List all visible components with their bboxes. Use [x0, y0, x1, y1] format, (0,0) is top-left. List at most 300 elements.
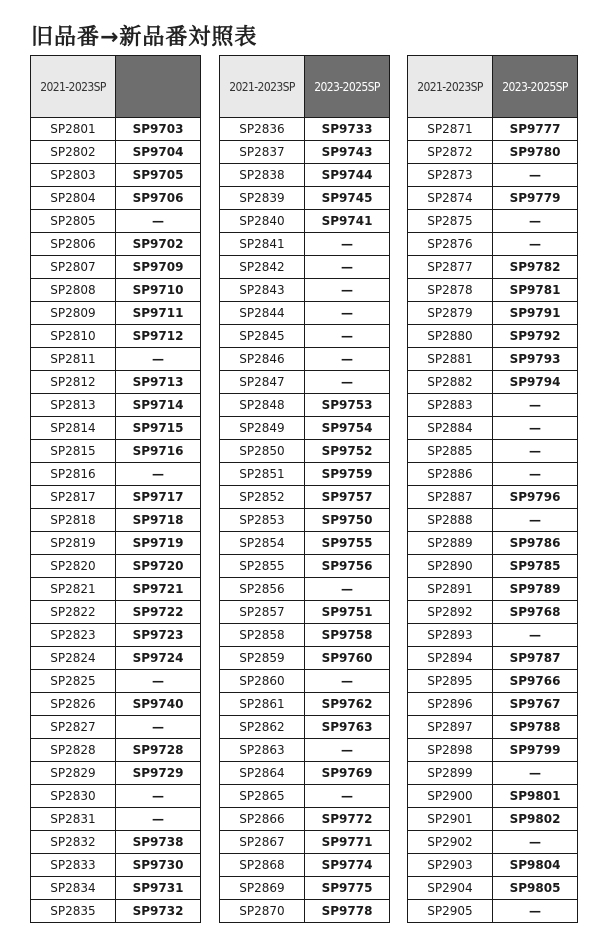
old-part-number: SP2861 — [220, 693, 305, 716]
table-row — [31, 555, 201, 578]
new-part-number: — — [493, 233, 578, 256]
table-row — [31, 210, 201, 233]
table-row — [31, 233, 201, 256]
table-row — [408, 256, 578, 279]
new-part-number: SP9752 — [305, 440, 390, 463]
old-part-number: SP2841 — [220, 233, 305, 256]
new-part-number: — — [493, 509, 578, 532]
new-part-number: SP9801 — [493, 785, 578, 808]
new-part-number: SP9712 — [116, 325, 201, 348]
old-part-number: SP2810 — [31, 325, 116, 348]
old-part-number: SP2889 — [408, 532, 493, 555]
old-part-number: SP2816 — [31, 463, 116, 486]
table-body — [220, 118, 390, 923]
old-part-number: SP2812 — [31, 371, 116, 394]
old-part-number: SP2825 — [31, 670, 116, 693]
old-part-number: SP2814 — [31, 417, 116, 440]
new-part-number: SP9738 — [116, 831, 201, 854]
table-row — [220, 256, 390, 279]
new-part-number: SP9704 — [116, 141, 201, 164]
old-part-number: SP2865 — [220, 785, 305, 808]
old-part-number: SP2864 — [220, 762, 305, 785]
new-part-number: SP9774 — [305, 854, 390, 877]
new-part-number: SP9779 — [493, 187, 578, 210]
old-part-number: SP2888 — [408, 509, 493, 532]
new-part-number: SP9771 — [305, 831, 390, 854]
old-part-number: SP2808 — [31, 279, 116, 302]
table-row — [220, 486, 390, 509]
table-row — [220, 440, 390, 463]
table-header-row — [220, 56, 390, 118]
table-row — [220, 808, 390, 831]
new-part-number: SP9791 — [493, 302, 578, 325]
table-row — [220, 693, 390, 716]
old-part-number: SP2806 — [31, 233, 116, 256]
old-part-number: SP2809 — [31, 302, 116, 325]
old-part-number: SP2863 — [220, 739, 305, 762]
old-part-number: SP2851 — [220, 463, 305, 486]
new-part-number: SP9703 — [116, 118, 201, 141]
old-part-number: SP2887 — [408, 486, 493, 509]
new-part-number: SP9804 — [493, 854, 578, 877]
old-part-number: SP2820 — [31, 555, 116, 578]
table-row — [408, 486, 578, 509]
table-body — [31, 118, 201, 923]
table-row — [408, 693, 578, 716]
new-part-number: SP9788 — [493, 716, 578, 739]
old-part-number: SP2874 — [408, 187, 493, 210]
table-row — [220, 624, 390, 647]
new-part-number: SP9729 — [116, 762, 201, 785]
table-row — [408, 164, 578, 187]
new-part-number: — — [493, 831, 578, 854]
old-part-number: SP2896 — [408, 693, 493, 716]
new-part-number: SP9763 — [305, 716, 390, 739]
table-row — [31, 371, 201, 394]
old-part-number: SP2844 — [220, 302, 305, 325]
table-row — [220, 900, 390, 923]
old-part-number: SP2903 — [408, 854, 493, 877]
old-part-number: SP2899 — [408, 762, 493, 785]
old-part-number: SP2857 — [220, 601, 305, 624]
new-number-header: 2023-2025SP — [493, 56, 578, 118]
new-part-number: SP9719 — [116, 532, 201, 555]
old-part-number: SP2873 — [408, 164, 493, 187]
new-part-number: SP9744 — [305, 164, 390, 187]
old-part-number: SP2877 — [408, 256, 493, 279]
table-row — [31, 417, 201, 440]
new-part-number: SP9728 — [116, 739, 201, 762]
table-row — [31, 164, 201, 187]
table-row — [408, 739, 578, 762]
old-part-number: SP2878 — [408, 279, 493, 302]
new-part-number: — — [493, 210, 578, 233]
table-row — [408, 900, 578, 923]
old-part-number: SP2883 — [408, 394, 493, 417]
table-row — [408, 624, 578, 647]
table-row — [408, 555, 578, 578]
table-row — [408, 509, 578, 532]
new-part-number: — — [305, 348, 390, 371]
old-part-number: SP2840 — [220, 210, 305, 233]
table-row — [220, 348, 390, 371]
old-part-number: SP2801 — [31, 118, 116, 141]
old-part-number: SP2849 — [220, 417, 305, 440]
old-part-number: SP2885 — [408, 440, 493, 463]
table-row — [31, 831, 201, 854]
old-part-number: SP2838 — [220, 164, 305, 187]
new-part-number: SP9718 — [116, 509, 201, 532]
old-part-number: SP2832 — [31, 831, 116, 854]
new-part-number: SP9769 — [305, 762, 390, 785]
mapping-table-3 — [407, 55, 578, 923]
new-part-number: SP9745 — [305, 187, 390, 210]
new-part-number: — — [116, 808, 201, 831]
table-row — [220, 831, 390, 854]
table-row — [408, 532, 578, 555]
new-part-number: SP9758 — [305, 624, 390, 647]
table-row — [408, 808, 578, 831]
new-part-number: SP9794 — [493, 371, 578, 394]
table-row — [220, 164, 390, 187]
new-part-number: — — [493, 762, 578, 785]
table-row — [408, 325, 578, 348]
old-part-number: SP2869 — [220, 877, 305, 900]
new-part-number: SP9793 — [493, 348, 578, 371]
old-part-number: SP2829 — [31, 762, 116, 785]
new-part-number: SP9724 — [116, 647, 201, 670]
new-part-number: — — [305, 785, 390, 808]
old-part-number: SP2872 — [408, 141, 493, 164]
old-part-number: SP2897 — [408, 716, 493, 739]
old-part-number: SP2904 — [408, 877, 493, 900]
new-part-number: SP9720 — [116, 555, 201, 578]
new-part-number: SP9785 — [493, 555, 578, 578]
table-row — [408, 854, 578, 877]
new-part-number: — — [305, 670, 390, 693]
old-part-number: SP2882 — [408, 371, 493, 394]
old-part-number: SP2848 — [220, 394, 305, 417]
old-number-header: 2021-2023SP — [220, 56, 305, 118]
new-part-number: SP9772 — [305, 808, 390, 831]
old-part-number: SP2846 — [220, 348, 305, 371]
old-part-number: SP2881 — [408, 348, 493, 371]
table-row — [220, 785, 390, 808]
old-part-number: SP2894 — [408, 647, 493, 670]
table-row — [408, 578, 578, 601]
table-row — [220, 555, 390, 578]
table-row — [408, 762, 578, 785]
old-part-number: SP2880 — [408, 325, 493, 348]
table-row — [220, 670, 390, 693]
old-part-number: SP2901 — [408, 808, 493, 831]
table-row — [31, 486, 201, 509]
table-row — [408, 877, 578, 900]
new-part-number: — — [305, 256, 390, 279]
new-part-number: — — [493, 463, 578, 486]
table-row — [220, 854, 390, 877]
table-row — [31, 302, 201, 325]
table-row — [220, 210, 390, 233]
table-row — [31, 762, 201, 785]
table-row — [31, 670, 201, 693]
new-part-number: SP9731 — [116, 877, 201, 900]
table-row — [31, 601, 201, 624]
table-row — [31, 394, 201, 417]
old-part-number: SP2822 — [31, 601, 116, 624]
mapping-table-2 — [219, 55, 390, 923]
table-row — [408, 233, 578, 256]
old-part-number: SP2870 — [220, 900, 305, 923]
table-row — [220, 716, 390, 739]
new-part-number: SP9781 — [493, 279, 578, 302]
new-part-number: SP9750 — [305, 509, 390, 532]
old-part-number: SP2834 — [31, 877, 116, 900]
table-row — [408, 463, 578, 486]
old-part-number: SP2805 — [31, 210, 116, 233]
old-part-number: SP2815 — [31, 440, 116, 463]
table-row — [220, 118, 390, 141]
old-part-number: SP2852 — [220, 486, 305, 509]
table-row — [31, 256, 201, 279]
old-part-number: SP2900 — [408, 785, 493, 808]
old-part-number: SP2833 — [31, 854, 116, 877]
old-part-number: SP2826 — [31, 693, 116, 716]
new-part-number: SP9759 — [305, 463, 390, 486]
new-part-number: — — [305, 302, 390, 325]
table-row — [220, 141, 390, 164]
new-part-number: SP9775 — [305, 877, 390, 900]
new-part-number: SP9732 — [116, 900, 201, 923]
new-part-number: — — [493, 394, 578, 417]
table-row — [31, 739, 201, 762]
table-row — [220, 601, 390, 624]
new-part-number: SP9706 — [116, 187, 201, 210]
table-row — [31, 440, 201, 463]
new-part-number: SP9756 — [305, 555, 390, 578]
new-part-number: SP9715 — [116, 417, 201, 440]
table-row — [220, 578, 390, 601]
old-part-number: SP2845 — [220, 325, 305, 348]
table-header-row — [31, 56, 201, 118]
table-row — [408, 348, 578, 371]
old-part-number: SP2895 — [408, 670, 493, 693]
old-part-number: SP2858 — [220, 624, 305, 647]
new-part-number: — — [493, 164, 578, 187]
new-part-number: SP9743 — [305, 141, 390, 164]
new-part-number: SP9714 — [116, 394, 201, 417]
new-part-number: — — [305, 371, 390, 394]
table-row — [220, 325, 390, 348]
table-row — [408, 394, 578, 417]
old-part-number: SP2804 — [31, 187, 116, 210]
old-part-number: SP2807 — [31, 256, 116, 279]
new-part-number: SP9777 — [493, 118, 578, 141]
old-part-number: SP2813 — [31, 394, 116, 417]
new-part-number: — — [116, 716, 201, 739]
table-row — [31, 900, 201, 923]
new-part-number: SP9782 — [493, 256, 578, 279]
old-part-number: SP2824 — [31, 647, 116, 670]
table-row — [220, 394, 390, 417]
table-row — [408, 118, 578, 141]
table-row — [220, 739, 390, 762]
old-part-number: SP2817 — [31, 486, 116, 509]
old-part-number: SP2875 — [408, 210, 493, 233]
old-part-number: SP2890 — [408, 555, 493, 578]
old-part-number: SP2892 — [408, 601, 493, 624]
new-part-number: — — [305, 578, 390, 601]
new-part-number: — — [116, 463, 201, 486]
new-part-number: — — [305, 739, 390, 762]
old-part-number: SP2853 — [220, 509, 305, 532]
table-row — [220, 279, 390, 302]
table-row — [31, 509, 201, 532]
new-part-number: — — [305, 279, 390, 302]
table-row — [408, 831, 578, 854]
table-row — [408, 716, 578, 739]
old-part-number: SP2871 — [408, 118, 493, 141]
table-row — [31, 877, 201, 900]
new-part-number: SP9702 — [116, 233, 201, 256]
new-part-number: SP9751 — [305, 601, 390, 624]
old-part-number: SP2867 — [220, 831, 305, 854]
new-part-number: — — [493, 417, 578, 440]
old-part-number: SP2847 — [220, 371, 305, 394]
new-part-number: SP9792 — [493, 325, 578, 348]
old-part-number: SP2866 — [220, 808, 305, 831]
new-part-number: SP9740 — [116, 693, 201, 716]
table-row — [408, 670, 578, 693]
table-row — [31, 187, 201, 210]
table-row — [220, 762, 390, 785]
new-part-number: — — [116, 785, 201, 808]
old-part-number: SP2818 — [31, 509, 116, 532]
table-row — [220, 371, 390, 394]
old-part-number: SP2821 — [31, 578, 116, 601]
old-part-number: SP2843 — [220, 279, 305, 302]
table-row — [31, 854, 201, 877]
old-part-number: SP2860 — [220, 670, 305, 693]
new-part-number: SP9786 — [493, 532, 578, 555]
old-part-number: SP2819 — [31, 532, 116, 555]
new-part-number: SP9716 — [116, 440, 201, 463]
old-part-number: SP2803 — [31, 164, 116, 187]
old-part-number: SP2850 — [220, 440, 305, 463]
new-part-number: SP9799 — [493, 739, 578, 762]
old-part-number: SP2854 — [220, 532, 305, 555]
table-row — [220, 877, 390, 900]
table-row — [220, 302, 390, 325]
old-part-number: SP2859 — [220, 647, 305, 670]
old-part-number: SP2830 — [31, 785, 116, 808]
old-part-number: SP2827 — [31, 716, 116, 739]
new-part-number: SP9741 — [305, 210, 390, 233]
new-part-number: SP9713 — [116, 371, 201, 394]
new-part-number: — — [493, 900, 578, 923]
new-part-number: SP9730 — [116, 854, 201, 877]
new-part-number: — — [493, 624, 578, 647]
table-row — [31, 325, 201, 348]
new-part-number: SP9721 — [116, 578, 201, 601]
old-part-number: SP2856 — [220, 578, 305, 601]
new-part-number: SP9754 — [305, 417, 390, 440]
old-part-number: SP2811 — [31, 348, 116, 371]
old-number-header: 2021-2023SP — [408, 56, 493, 118]
table-row — [408, 187, 578, 210]
table-row — [220, 417, 390, 440]
table-body — [408, 118, 578, 923]
old-part-number: SP2837 — [220, 141, 305, 164]
new-part-number: SP9766 — [493, 670, 578, 693]
page-title: 旧品番→新品番対照表 — [31, 25, 258, 50]
new-part-number: SP9778 — [305, 900, 390, 923]
old-part-number: SP2868 — [220, 854, 305, 877]
old-part-number: SP2876 — [408, 233, 493, 256]
table-row — [31, 118, 201, 141]
old-part-number: SP2893 — [408, 624, 493, 647]
old-part-number: SP2886 — [408, 463, 493, 486]
old-part-number: SP2862 — [220, 716, 305, 739]
old-part-number: SP2828 — [31, 739, 116, 762]
new-part-number: SP9757 — [305, 486, 390, 509]
new-part-number: — — [116, 210, 201, 233]
table-row — [31, 463, 201, 486]
new-part-number: SP9755 — [305, 532, 390, 555]
old-part-number: SP2831 — [31, 808, 116, 831]
old-part-number: SP2905 — [408, 900, 493, 923]
new-part-number: SP9733 — [305, 118, 390, 141]
table-row — [31, 279, 201, 302]
new-part-number: SP9762 — [305, 693, 390, 716]
new-part-number: SP9753 — [305, 394, 390, 417]
new-part-number: SP9780 — [493, 141, 578, 164]
new-part-number: SP9767 — [493, 693, 578, 716]
new-part-number: SP9796 — [493, 486, 578, 509]
old-part-number: SP2891 — [408, 578, 493, 601]
new-number-header — [116, 56, 201, 118]
table-row — [220, 463, 390, 486]
new-part-number: — — [305, 233, 390, 256]
table-row — [220, 233, 390, 256]
table-row — [408, 371, 578, 394]
table-row — [408, 141, 578, 164]
table-row — [408, 601, 578, 624]
table-header-row — [408, 56, 578, 118]
table-row — [408, 302, 578, 325]
table-row — [31, 348, 201, 371]
mapping-table-1 — [30, 55, 201, 923]
old-part-number: SP2823 — [31, 624, 116, 647]
old-part-number: SP2842 — [220, 256, 305, 279]
table-row — [220, 532, 390, 555]
table-row — [31, 785, 201, 808]
new-part-number: SP9709 — [116, 256, 201, 279]
table-row — [31, 624, 201, 647]
new-part-number: — — [116, 670, 201, 693]
new-part-number: SP9802 — [493, 808, 578, 831]
table-row — [31, 141, 201, 164]
old-part-number: SP2835 — [31, 900, 116, 923]
new-part-number: SP9717 — [116, 486, 201, 509]
table-row — [31, 716, 201, 739]
new-part-number: SP9723 — [116, 624, 201, 647]
old-number-header: 2021-2023SP — [31, 56, 116, 118]
table-row — [408, 647, 578, 670]
new-part-number: SP9789 — [493, 578, 578, 601]
table-row — [31, 647, 201, 670]
new-part-number: SP9705 — [116, 164, 201, 187]
